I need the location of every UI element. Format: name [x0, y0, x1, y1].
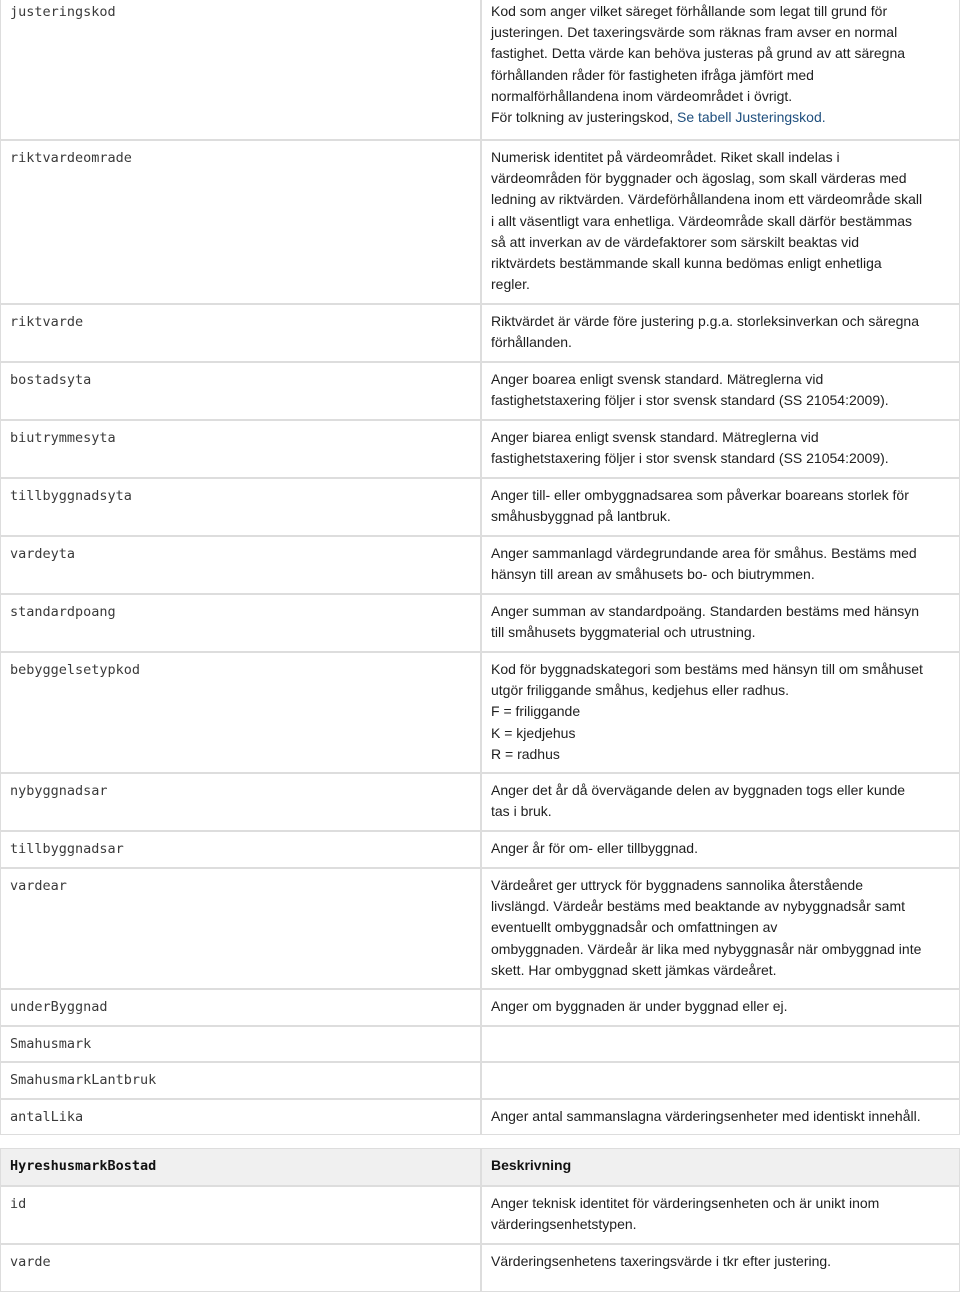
attribute-name: bebyggelsetypkod [0, 652, 481, 773]
attribute-name: justeringskod [0, 0, 481, 140]
column-header-description: Beskrivning [481, 1148, 960, 1186]
attribute-description [481, 831, 960, 868]
justeringskod-table-link[interactable]: Se tabell Justeringskod. [676, 109, 826, 126]
attribute-name: Smahusmark [0, 1026, 481, 1062]
description-line: Värderingsenhetens taxeringsvärde i tkr efter justering. [491, 1253, 832, 1269]
attribute-description [481, 1026, 960, 1062]
description-line: i allt väsentligt vara enhetliga. Värdeområde skall därför bestämmas [491, 212, 912, 229]
attribute-description [481, 362, 960, 420]
attribute-name: antalLika [0, 1099, 481, 1135]
description-line: Anger boarea enligt svensk standard. Mätreglerna vid [491, 371, 824, 387]
attribute-name: varde [0, 1244, 481, 1292]
description-line: K = kjedjehus [491, 724, 576, 741]
attribute-description [481, 1186, 960, 1244]
attribute-name: id [0, 1186, 481, 1244]
table-row [0, 989, 960, 1026]
description-line: så att inverkan av de värdefaktorer som särskilt beaktas vid [491, 233, 860, 250]
table-row [0, 594, 960, 652]
hyreshusmark-bostad-table [0, 1148, 960, 1292]
attribute-name: vardeyta [0, 536, 481, 594]
table-row [0, 0, 960, 140]
description-line: Kod som anger vilket säreget förhållande som legat till grund för [491, 3, 888, 19]
attribute-name: bostadsyta [0, 362, 481, 420]
description-line: småhusbyggnad på lantbruk. [491, 508, 671, 525]
description-line: förhållanden råder för fastigheten ifråga jämfört med [491, 66, 814, 83]
description-line: Numerisk identitet på värdeområdet. Riket skall indelas i [491, 149, 840, 165]
attribute-description [481, 420, 960, 478]
attribute-name: vardear [0, 868, 481, 989]
description-line: Värdeåret ger uttryck för byggnadens sannolika återstående [491, 877, 864, 893]
description-line: Anger år för om- eller tillbyggnad. [491, 840, 698, 856]
description-line: justeringen. Det taxeringsvärde som räknas fram avser en normal [491, 24, 898, 41]
table-row [0, 1062, 960, 1099]
attribute-name: nybyggnadsar [0, 773, 481, 831]
description-line: värderingsenhetstypen. [491, 1216, 637, 1233]
description-line: Anger det år då övervägande delen av byggnaden togs eller kunde [491, 782, 906, 798]
attribute-description [481, 140, 960, 304]
table-row [0, 362, 960, 420]
description-line: Anger till- eller ombyggnadsarea som påverkar boareans storlek för [491, 487, 909, 503]
attribute-description [481, 989, 960, 1026]
description-line: Riktvärdet är värde före justering p.g.a. storleksinverkan och säregna [491, 313, 919, 329]
table-row [0, 652, 960, 773]
table-row [0, 773, 960, 831]
attribute-name: tillbyggnadsyta [0, 478, 481, 536]
attribute-name: underByggnad [0, 989, 481, 1026]
description-line: Anger teknisk identitet för värderingsenheten och är unikt inom [491, 1195, 880, 1211]
table-title: HyreshusmarkBostad [0, 1148, 481, 1186]
table-row [0, 304, 960, 362]
attribute-name: riktvardeomrade [0, 140, 481, 304]
description-line: normalförhållandena inom värdeområdet i övrigt. [491, 87, 793, 104]
attribute-description [481, 868, 960, 989]
attribute-description [481, 773, 960, 831]
table-row [0, 831, 960, 868]
description-line: till småhusets byggmaterial och utrustning. [491, 624, 756, 641]
description-line: Anger om byggnaden är under byggnad eller ej. [491, 998, 788, 1014]
table-row [0, 1099, 960, 1135]
attribute-description [481, 304, 960, 362]
description-line: utgör friliggande småhus, kedjehus eller radhus. [491, 682, 790, 699]
attribute-name: SmahusmarkLantbruk [0, 1062, 481, 1099]
table-header-row [0, 1148, 960, 1186]
link-prefix: För tolkning av justeringskod, [491, 109, 677, 126]
description-line: Kod för byggnadskategori som bestäms med hänsyn till om småhuset [491, 661, 923, 677]
table-row [0, 420, 960, 478]
description-line: Anger summan av standardpoäng. Standarden bestäms med hänsyn [491, 603, 920, 619]
description-line: ombyggnaden. Värdeår är lika med nybyggnasår när ombyggnad inte [491, 940, 922, 957]
table-row [0, 868, 960, 989]
description-line: fastighet. Detta värde kan behöva justeras på grund av att säregna [491, 45, 906, 62]
description-line: R = radhus [491, 745, 560, 762]
description-line: fastighetstaxering följer i stor svensk standard (SS 21054:2009). [491, 392, 889, 409]
attribute-name: standardpoang [0, 594, 481, 652]
description-line: förhållanden. [491, 334, 572, 351]
description-line: tas i bruk. [491, 803, 552, 820]
description-line: Anger antal sammanslagna värderingsenheter med identiskt innehåll. [491, 1108, 921, 1124]
attribute-description [481, 536, 960, 594]
attribute-description [481, 0, 960, 140]
attribute-name: riktvarde [0, 304, 481, 362]
table-row [0, 478, 960, 536]
attribute-name: biutrymmesyta [0, 420, 481, 478]
table-row [0, 536, 960, 594]
description-line: regler. [491, 276, 530, 293]
attribute-description [481, 1062, 960, 1099]
description-line: fastighetstaxering följer i stor svensk standard (SS 21054:2009). [491, 450, 889, 467]
description-line: ledning av riktvärden. Värdeförhållandena inom ett värdeområde skall [491, 191, 923, 208]
table-row [0, 1244, 960, 1292]
attribute-description [481, 594, 960, 652]
description-line: riktvärdets bestämmande skall kunna bedömas enligt enhetliga [491, 255, 882, 272]
table-row [0, 140, 960, 304]
description-line: livslängd. Värdeår bestäms med beaktande av nybyggnadsår samt [491, 898, 906, 915]
description-line [491, 107, 950, 128]
table-row [0, 1186, 960, 1244]
description-line: hänsyn till arean av småhusets bo- och biutrymmen. [491, 566, 815, 583]
table-row [0, 1026, 960, 1062]
description-line: värdeområden för byggnader och ägoslag, som skall värderas med [491, 170, 907, 187]
attribute-name: tillbyggnadsar [0, 831, 481, 868]
description-line: skett. Har ombyggnad skett jämkas värdeåret. [491, 961, 777, 978]
description-line: F = friliggande [491, 703, 581, 720]
attribute-description [481, 478, 960, 536]
attribute-description [481, 1244, 960, 1292]
description-line: Anger sammanlagd värdegrundande area för småhus. Bestäms med [491, 545, 917, 561]
attribute-description [481, 652, 960, 773]
description-line: eventuellt ombyggnadsår och omfattningen av [491, 919, 778, 936]
attribute-description [481, 1099, 960, 1135]
description-line: Anger biarea enligt svensk standard. Mätreglerna vid [491, 429, 819, 445]
